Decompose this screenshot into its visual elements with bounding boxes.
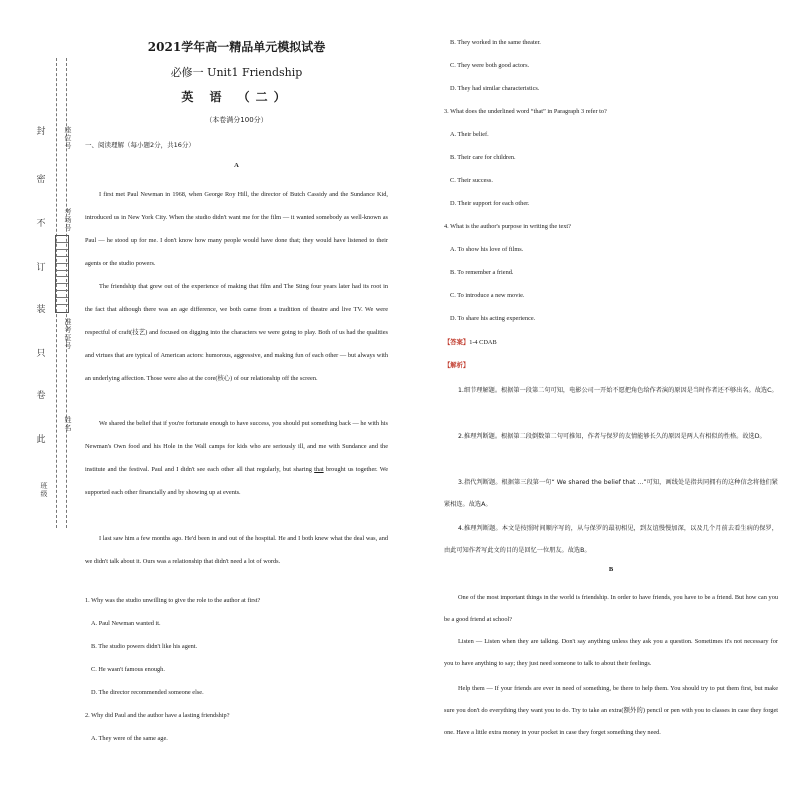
passage-b-paragraph-3: Help them — If your friends are ever in need of something, be there to help them. You should try to put them first, but make sure you don't do everything they want you to do. Try to take an extra(额外的) pencil or pen with you to classes in case they forget one. Have a little extra money in your pocket in case they forget something they need. bbox=[444, 685, 778, 736]
passage-b-paragraph-1: One of the most important things in the world is friendship. In order to have friends, you have to be a friend. But how can you be a good friend at school? bbox=[444, 594, 778, 623]
analysis-4: 4.推理判断题。本文是按照时间顺序写的，从与保罗的最初相见，到友谊慢慢加深，以及几个月前去看生病的保罗，由此可知作者写此文的目的是回忆一位朋友。故选B。 bbox=[444, 525, 778, 554]
binding-word: 不 bbox=[36, 219, 46, 229]
passage-a-paragraph-2: The friendship that grew out of the experience of making that film and The Sting four years later had its root in the fact that although there was an age difference, we both came from a tradition of theatre and live TV. We were respectful of craft(技艺) and focused on digging into the characters we were going to play. Both of us had the qualities and virtues that are typical of American actors: humorous, aggressive, and making fun of each other — but always with an underlying affection. Those were also at the core(核心) of our relationship off the screen. bbox=[85, 283, 388, 382]
question-4-option-b: B. To remember a friend. bbox=[450, 269, 514, 276]
question-3-option-d: D. Their support for each other. bbox=[450, 200, 530, 207]
question-2-option-a: A. They were of the same age. bbox=[91, 735, 168, 742]
binding-word: 密 bbox=[36, 175, 46, 185]
question-1-option-d: D. The director recommended someone else. bbox=[91, 689, 204, 696]
question-2-option-b: B. They worked in the same theater. bbox=[450, 39, 541, 46]
analysis-1: 1.细节理解题。根据第一段第二句可知，电影公司一开始不愿把角色给作者演的原因是当时作者还不够出名。故选C。 bbox=[458, 387, 778, 394]
question-4: 4. What is the author's purpose in writing the text? bbox=[444, 223, 571, 230]
question-3-option-a: A. Their belief. bbox=[450, 131, 489, 138]
question-4-option-a: A. To show his love of films. bbox=[450, 246, 524, 253]
passage-b-paragraph-2: Listen — Listen when they are talking. Don't say anything unless they ask you a question. Sometimes it's not necessary for you to have anything to say; they just need someone to talk to about their feelings. bbox=[444, 638, 778, 667]
analysis-2: 2.推理判断题。根据第二段倒数第二句可推知，作者与保罗的友情能够长久的原因是两人有相似的性格。故选D。 bbox=[458, 433, 766, 440]
question-4-option-d: D. To share his acting experience. bbox=[450, 315, 536, 322]
passage-a-paragraph-3 bbox=[85, 412, 388, 504]
binding-word: 订 bbox=[36, 263, 46, 273]
passage-a-paragraph-1: I first met Paul Newman in 1968, when George Roy Hill, the director of Butch Cassidy and the Sundance Kid, introduced us in New York City. When the studio didn't want me for the film — it wanted somebody as well-known as Paul — he stood up for me. I don't know how many people would have done that; they would have listened to their agents or the studio powers. bbox=[85, 191, 388, 267]
question-1-option-b: B. The studio powers didn't like his agent. bbox=[91, 643, 198, 650]
question-1-option-c: C. He wasn't famous enough. bbox=[91, 666, 165, 673]
exam-room-field: 考场号 bbox=[64, 208, 72, 232]
question-1: 1. Why was the studio unwilling to give the role to the author at first? bbox=[85, 597, 261, 604]
answer-line bbox=[444, 337, 497, 346]
paragraph-3-part-2: brought us together. We supported each other financially and by showing up at events. bbox=[85, 466, 388, 496]
passage-a-paragraph-4: I last saw him a few months ago. He'd been in and out of the hospital. He and I both knew what the deal was, and we didn't talk about it. Ours was a relationship that didn't need a lot of words. bbox=[85, 535, 388, 565]
exam-subtitle: 必修一 Unit1 Friendship bbox=[170, 66, 303, 79]
seat-number-field: 座位号 bbox=[64, 126, 72, 150]
binding-word: 只 bbox=[36, 349, 46, 359]
section-heading: 一、阅读理解（每小题2分，共16分） bbox=[85, 141, 195, 149]
binding-word: 卷 bbox=[36, 391, 46, 401]
exam-title: 2021学年高一精品单元模拟试卷 bbox=[147, 40, 326, 54]
question-3-option-b: B. Their care for children. bbox=[450, 154, 516, 161]
question-1-option-a: A. Paul Newman wanted it. bbox=[91, 620, 161, 627]
binding-margin bbox=[0, 0, 86, 794]
class-field: 班级 bbox=[40, 482, 48, 498]
binding-word: 封 bbox=[36, 127, 46, 137]
question-2-option-c: C. They were both good actors. bbox=[450, 62, 530, 69]
question-3-option-c: C. Their success. bbox=[450, 177, 493, 184]
question-2: 2. Why did Paul and the author have a lasting friendship? bbox=[85, 712, 230, 719]
subject-title: 英 语 （二） bbox=[181, 90, 292, 104]
exam-id-field: 准考证号 bbox=[64, 318, 72, 350]
question-3: 3. What does the underlined word “that” in Paragraph 3 refer to? bbox=[444, 108, 607, 115]
score-note: （本卷满分100分） bbox=[205, 116, 268, 124]
id-number-grid bbox=[55, 235, 69, 313]
analysis-3: 3.指代判断题。根据第三段第一句“ We shared the belief that ...”可知，画线处是指共同拥有的这种信念将他们紧紧相连。故选A。 bbox=[444, 479, 778, 508]
paragraph-3-part-1: We shared the belief that if you're fortunate enough to have success, you should put something back — he with his Newman's Own food and his Hole in the Wall camps for kids who are seriously ill, and me with Sundance and the institute and the festival. Paul and I didn't see each other all that regularly, but sharing bbox=[85, 420, 388, 473]
question-4-option-c: C. To introduce a new movie. bbox=[450, 292, 525, 299]
underlined-word-that: that bbox=[314, 466, 324, 473]
name-field: 姓名 bbox=[64, 416, 72, 432]
analysis-tag: 【解析】 bbox=[444, 362, 470, 369]
answer-tag: 【答案】 bbox=[444, 339, 470, 346]
passage-b-letter: B bbox=[608, 566, 614, 573]
question-2-option-d: D. They had similar characteristics. bbox=[450, 85, 540, 92]
answer-text: 1-4 CDAB bbox=[469, 339, 497, 346]
binding-word: 此 bbox=[36, 435, 46, 445]
binding-word: 装 bbox=[36, 305, 46, 315]
passage-a-letter: A bbox=[234, 162, 239, 169]
